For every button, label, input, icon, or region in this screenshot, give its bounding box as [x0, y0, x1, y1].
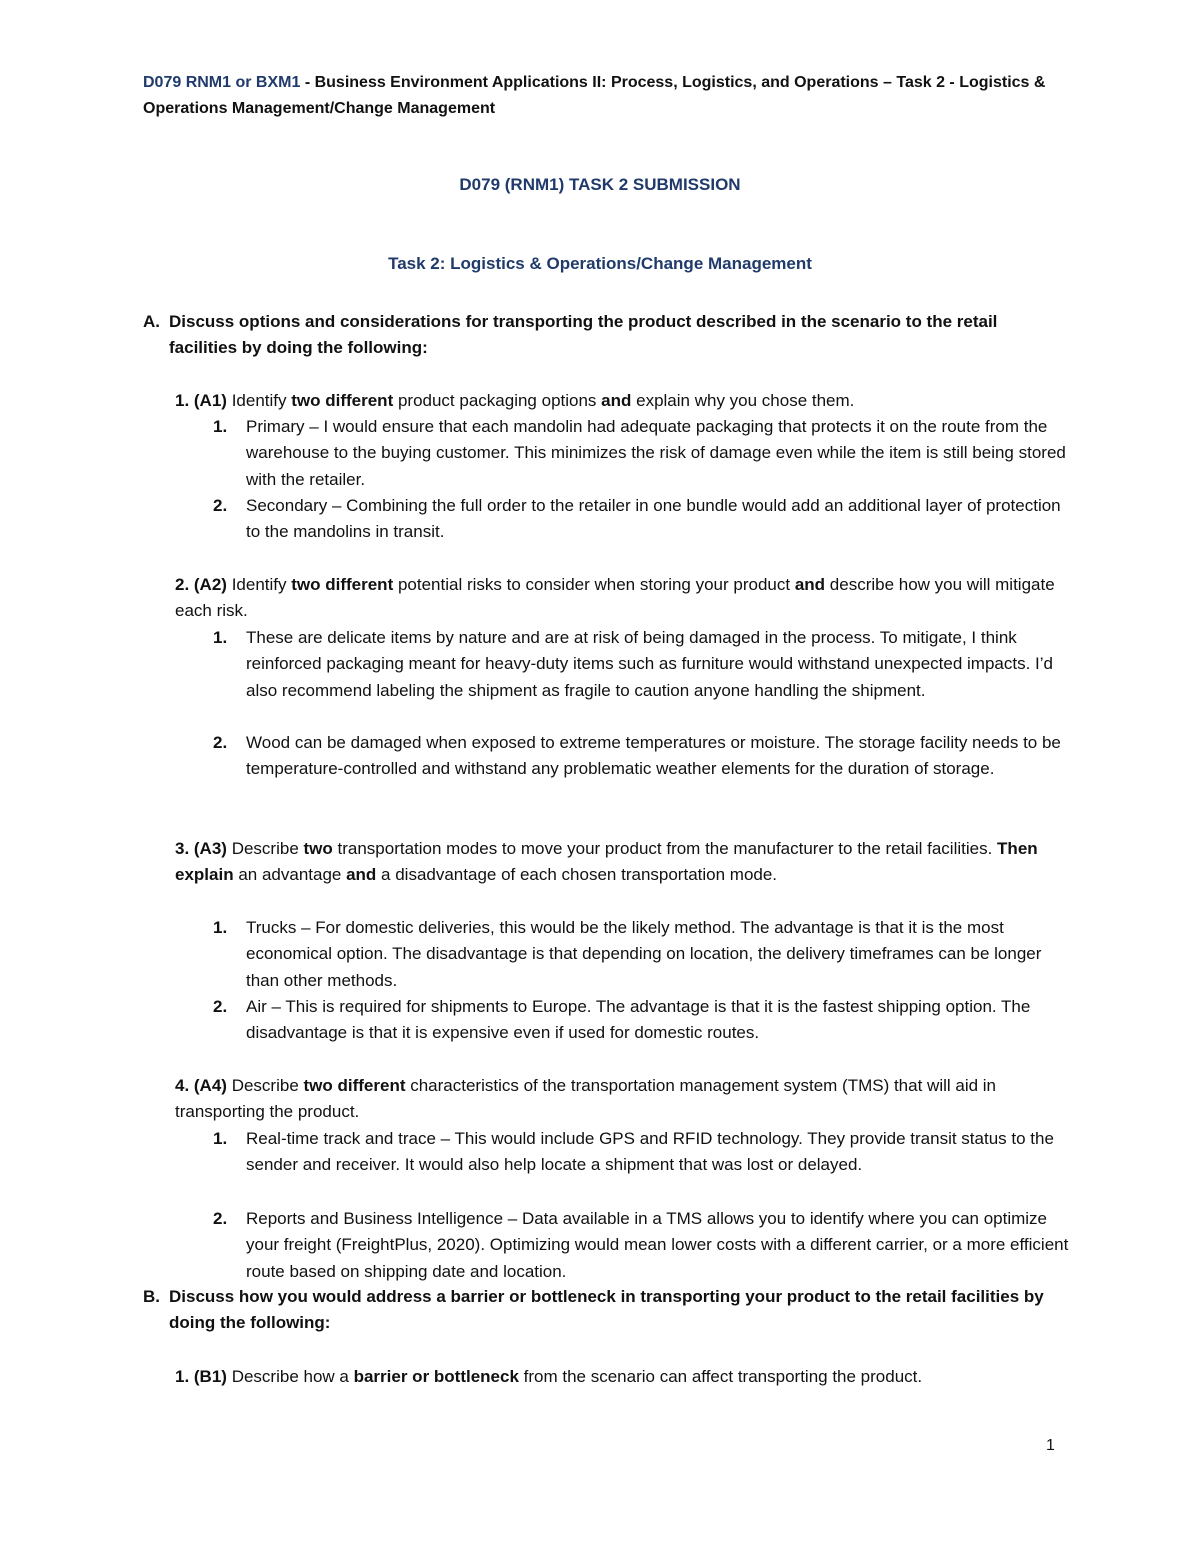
question-a1: 1. (A1) Identify two different product packaging options and explain why you chose them.: [175, 391, 855, 410]
question-b1: 1. (B1) Describe how a barrier or bottleneck from the scenario can affect transporting the product.: [175, 1367, 923, 1386]
section-a-heading: [143, 309, 1053, 362]
course-title: - Business Environment Applications II: Process, Logistics, and Operations – Task 2 - Logistics & Operations Management/Change Management: [143, 74, 1046, 117]
page-number: 1: [1046, 1437, 1055, 1454]
answer-a3-1: 1. Trucks – For domestic deliveries, this would be the likely method. The advantage is that it is the most economical option. The disadvantage is that depending on location, the delivery timeframes can be longer than other methods.: [213, 918, 1042, 990]
question-a1-number: 1. (A1): [175, 391, 227, 410]
answer-a3-2: 2. Air – This is required for shipments to Europe. The advantage is that it is the fastest shipping option. The disadvantage is that it is expensive even if used for domestic routes.: [213, 997, 1031, 1043]
question-a3-number: 3. (A3): [175, 839, 227, 858]
question-a3: 3. (A3) Describe two transportation modes to move your product from the manufacturer to the retail facilities. Then explain an advantage and a disadvantage of each chosen transportation mode.: [175, 839, 1038, 885]
answer-a2-1: 1. These are delicate items by nature and are at risk of being damaged in the process. To mitigate, I think reinforced packaging meant for heavy-duty items such as furniture would withstand unexpected impacts. I’d also recommend labeling the shipment as fragile to caution anyone handling the shipment.: [213, 628, 1053, 700]
question-a2-number: 2. (A2): [175, 575, 227, 594]
answer-a4-2: 2. Reports and Business Intelligence – Data available in a TMS allows you to identify where you can optimize your freight (FreightPlus, 2020). Optimizing would mean lower costs with a different carrier, or a more efficient route based on shipping date and location.: [213, 1209, 1069, 1281]
document-header: [143, 70, 1073, 122]
task-title: Task 2: Logistics & Operations/Change Management: [388, 254, 812, 273]
course-code: D079 RNM1 or BXM1: [143, 74, 301, 91]
section-b-heading: [143, 1284, 1053, 1337]
submission-title: D079 (RNM1) TASK 2 SUBMISSION: [459, 175, 741, 194]
answer-a1-1: 1. Primary – I would ensure that each mandolin had adequate packaging that protects it on the route from the warehouse to the buying customer. This minimizes the risk of damage even while the item is still being stored with the retailer.: [213, 417, 1066, 489]
section-a-label: A.: [143, 312, 160, 331]
answer-a4-1: 1. Real-time track and trace – This would include GPS and RFID technology. They provide transit status to the sender and receiver. It would also help locate a shipment that was lost or delayed.: [213, 1129, 1054, 1175]
question-a4: 4. (A4) Describe two different characteristics of the transportation management system (TMS) that will aid in transporting the product.: [175, 1076, 997, 1122]
section-b-text: Discuss how you would address a barrier or bottleneck in transporting your product to the retail facilities by doing the following:: [169, 1287, 1044, 1333]
section-a-text: Discuss options and considerations for transporting the product described in the scenario to the retail facilities by doing the following:: [169, 312, 998, 358]
answer-a2-2: 2. Wood can be damaged when exposed to extreme temperatures or moisture. The storage facility needs to be temperature-controlled and withstand any problematic weather elements for the duration of storage.: [213, 733, 1061, 779]
question-b1-number: 1. (B1): [175, 1367, 227, 1386]
answer-a1-2: 2. Secondary – Combining the full order to the retailer in one bundle would add an additional layer of protection to the mandolins in transit.: [213, 496, 1061, 542]
section-b-label: B.: [143, 1287, 160, 1306]
question-a4-number: 4. (A4): [175, 1076, 227, 1095]
question-a2: 2. (A2) Identify two different potential risks to consider when storing your product and describe how you will mitigate each risk.: [175, 575, 1055, 621]
